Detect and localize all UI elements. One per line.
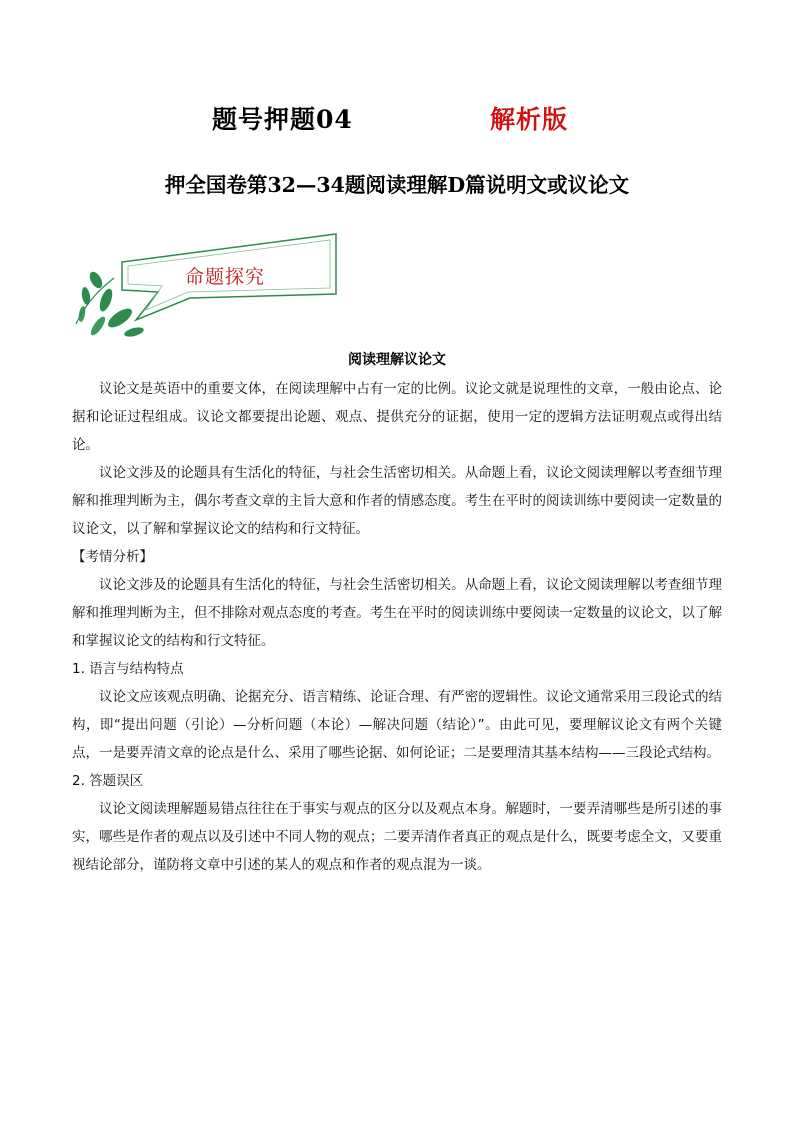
intro-paragraph-1: 议论文是英语中的重要文体，在阅读理解中占有一定的比例。议论文就是说理性的文章，一般由论点、论据和论证过程组成。议论文都要提出论题、观点、提供充分的证据，使用一定的逻辑方法证明观点或得出结论。	[72, 381, 722, 453]
analysis-paragraph: 议论文涉及的论题具有生活化的特征，与社会生活密切相关。从命题上看，议论文阅读理解以考查细节理解和推理判断为主，但不排除对观点态度的考查。考生在平时的阅读训练中要阅读一定数量的议论文，以了解和掌握议论文的结构和行文特征。	[72, 577, 722, 649]
analysis-heading: 【考情分析】	[72, 549, 153, 565]
item1-heading: 1. 语言与结构特点	[72, 661, 184, 677]
title-row	[0, 100, 794, 136]
banner-label: 命题探究	[184, 266, 265, 288]
section-title: 阅读理解议论文	[348, 352, 446, 368]
page-title: 题号押题04	[212, 105, 353, 134]
item1-paragraph: 议论文应该观点明确、论据充分、语言精练、论证合理、有严密的逻辑性。议论文通常采用三段论式的结构，即“提出问题（引论）—分析问题（本论）—解决问题（结论）”。由此可见，要理解议论文有两个关键点，一是要弄清文章的论点是什么、采用了哪些论据、如何论证；二是要理清其基本结构——三段论式结构。	[72, 689, 722, 761]
item2-paragraph: 议论文阅读理解题易错点往往在于事实与观点的区分以及观点本身。解题时，一要弄清哪些是所引述的事实，哪些是作者的观点以及引述中不同人物的观点；二要弄清作者真正的观点是什么，既要考虑全文，又要重视结论部分，谨防将文章中引述的某人的观点和作者的观点混为一谈。	[72, 801, 722, 873]
version-tag: 解析版	[490, 105, 569, 134]
page-subtitle: 押全国卷第32—34题阅读理解D篇说明文或议论文	[164, 173, 630, 197]
section-banner	[70, 228, 340, 340]
item2-heading: 2. 答题误区	[72, 773, 144, 789]
article-body	[72, 375, 722, 879]
intro-paragraph-2: 议论文涉及的论题具有生活化的特征，与社会生活密切相关。从命题上看，议论文阅读理解以考查细节理解和推理判断为主，偶尔考查文章的主旨大意和作者的情感态度。考生在平时的阅读训练中要阅读一定数量的议论文，以了解和掌握议论文的结构和行文特征。	[72, 465, 722, 537]
